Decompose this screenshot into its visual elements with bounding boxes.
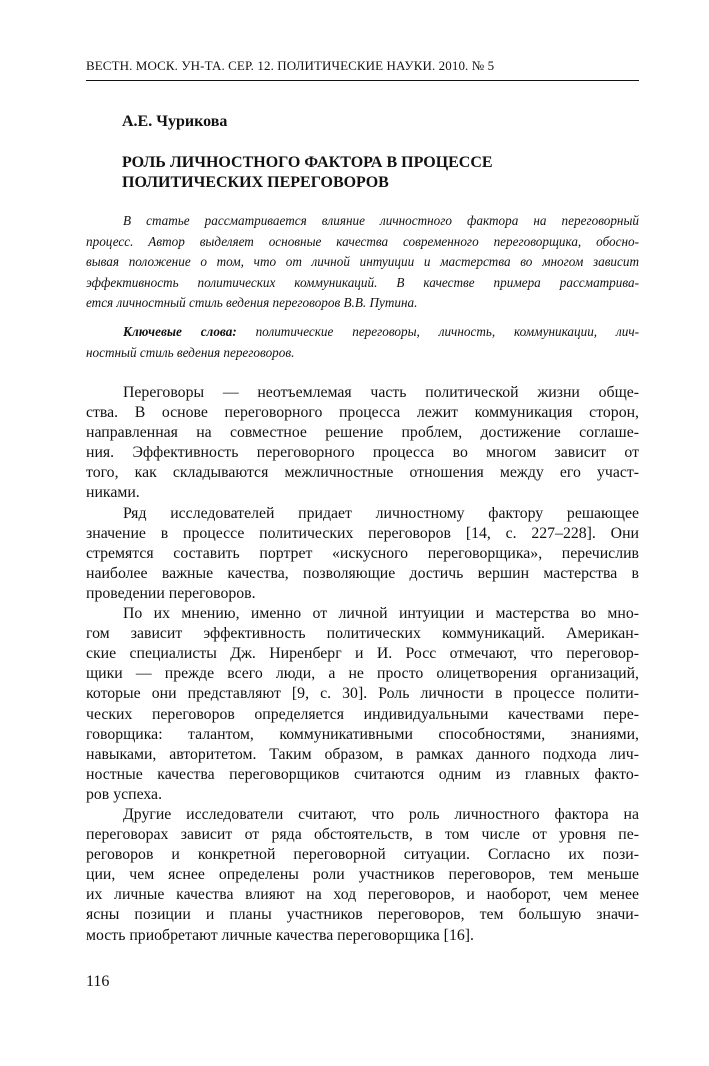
- header-divider: [86, 80, 639, 81]
- article-author: А.Е. Чурикова: [122, 113, 228, 130]
- abstract-line: процесс. Автор выделяет основные качества современного переговорщика, обосно-: [86, 233, 639, 249]
- abstract-line: В статье рассматривается влияние личностного фактора на переговорный: [123, 213, 639, 228]
- body-line: говорщика: талантом, коммуникативными способностями, знаниями,: [86, 725, 639, 743]
- body-line: ции, чем яснее определены роли участников переговоров, тем меньше: [86, 866, 639, 884]
- body-line: По их мнению, именно от личной интуиции и мастерства во мно-: [123, 605, 639, 623]
- keywords-label: Ключевые слова:: [123, 324, 237, 339]
- body-line: мость приобретают личные качества переговорщика [16].: [86, 926, 474, 944]
- body-line: стремятся составить портрет «искусного переговорщика», перечислив: [86, 544, 639, 562]
- abstract: [86, 211, 639, 314]
- body-line: Другие исследователи считают, что роль личностного фактора на: [123, 805, 639, 823]
- body-line: наиболее важные качества, позволяющие достичь вершин мастерства в: [86, 564, 639, 582]
- body-line: реговоров и конкретной переговорной ситуации. Согласно их пози-: [86, 846, 639, 864]
- body-line: ния. Эффективность переговорного процесса во многом зависит от: [86, 444, 639, 462]
- body-line: направленная на совместное решение проблем, достижение соглаше-: [86, 424, 639, 442]
- keywords: [86, 322, 639, 363]
- body-line: ров успеха.: [86, 785, 163, 803]
- title-line: РОЛЬ ЛИЧНОСТНОГО ФАКТОРА В ПРОЦЕССЕ: [122, 154, 493, 171]
- body-line: ские специалисты Дж. Ниренберг и И. Росс отмечают, что переговор-: [86, 645, 639, 663]
- body-line: которые они представляют [9, с. 30]. Роль личности в процессе полити-: [86, 685, 639, 703]
- body-line: никами.: [86, 484, 140, 502]
- body-line: того, как складываются межличностные отношения между его участ-: [86, 464, 639, 482]
- article-title: [122, 153, 622, 193]
- body-line: переговорах зависит от ряда обстоятельств, в том числе от уровня пе-: [86, 826, 639, 844]
- body-line: гом зависит эффективность политических коммуникаций. Американ-: [86, 625, 639, 643]
- abstract-line: вывая положение о том, что от личной интуиции и мастерства во многом зависит: [86, 254, 639, 269]
- body-line: ства. В основе переговорного процесса лежит коммуникация сторон,: [86, 404, 639, 422]
- body-line: проведении переговоров.: [86, 584, 256, 602]
- keywords-line: ностный стиль ведения переговоров.: [86, 344, 295, 360]
- body-line: Ряд исследователей придает личностному фактору решающее: [123, 504, 639, 522]
- body-line: щики — прежде всего люди, а не просто олицетворения организаций,: [86, 665, 639, 683]
- running-header: ВЕСТН. МОСК. УН-ТА. СЕР. 12. ПОЛИТИЧЕСКИЕ НАУКИ. 2010. № 5: [86, 58, 495, 73]
- body-line: ностные качества переговорщиков считаются одним из главных факто-: [86, 765, 639, 783]
- body-line: ясны позиции и планы участников переговоров, тем большую значи-: [86, 906, 639, 924]
- body-line: ческих переговоров определяется индивидуальными качествами пере-: [86, 705, 639, 723]
- keywords-text: политические переговоры, личность, коммуникации, лич-: [236, 324, 639, 339]
- page-number: 116: [86, 973, 110, 990]
- keywords-line: [86, 322, 639, 343]
- title-line: ПОЛИТИЧЕСКИХ ПЕРЕГОВОРОВ: [122, 174, 389, 191]
- abstract-line: эффективность политических коммуникаций. В качестве примера рассматрива-: [86, 274, 639, 290]
- body-line: Переговоры — неотъемлемая часть политической жизни обще-: [123, 384, 639, 401]
- abstract-line: ется личностный стиль ведения переговоров В.В. Путина.: [86, 295, 418, 310]
- article-body: [86, 383, 639, 946]
- body-line: навыками, авторитетом. Таким образом, в рамках данного подхода лич-: [86, 745, 639, 763]
- body-line: значение в процессе политических переговоров [14, с. 227–228]. Они: [86, 524, 639, 542]
- body-line: их личные качества влияют на ход переговоров, и наоборот, чем менее: [86, 886, 639, 904]
